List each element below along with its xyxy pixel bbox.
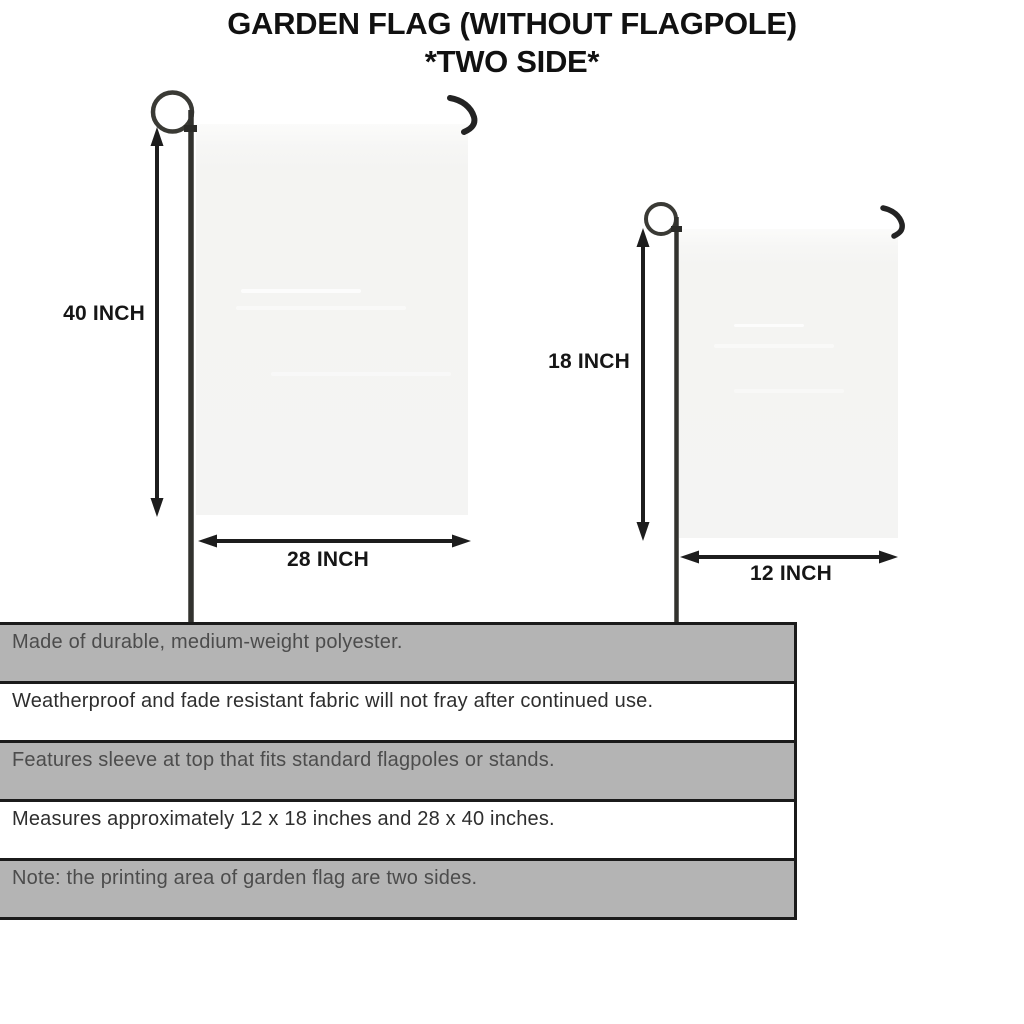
feature-row-material: Made of durable, medium-weight polyester. bbox=[0, 625, 794, 681]
small-width-arrowhead-left bbox=[680, 551, 699, 564]
small-pole-loop-icon bbox=[646, 204, 676, 234]
fabric-streak bbox=[734, 389, 844, 393]
feature-table bbox=[0, 622, 797, 920]
page-title bbox=[0, 5, 1024, 81]
large-flag-fabric bbox=[196, 124, 468, 515]
fabric-streak bbox=[236, 306, 406, 310]
small-height-arrowhead-up bbox=[637, 228, 650, 247]
fabric-streak bbox=[714, 344, 834, 348]
feature-row-note: Note: the printing area of garden flag are two sides. bbox=[0, 858, 794, 917]
large-height-label: 40 INCH bbox=[63, 302, 145, 325]
small-width-label: 12 INCH bbox=[750, 562, 832, 585]
large-pole-loop-icon bbox=[153, 93, 192, 132]
small-height-arrowhead-down bbox=[637, 522, 650, 541]
page-title-line1: GARDEN FLAG (WITHOUT FLAGPOLE) bbox=[227, 6, 797, 41]
large-height-arrowhead-up bbox=[151, 127, 164, 146]
fabric-streak bbox=[734, 324, 804, 327]
small-flag-fabric bbox=[679, 229, 898, 538]
large-width-label: 28 INCH bbox=[287, 548, 369, 571]
feature-row-sleeve: Features sleeve at top that fits standard flagpoles or stands. bbox=[0, 740, 794, 799]
small-width-arrowhead-right bbox=[879, 551, 898, 564]
large-height-arrowhead-down bbox=[151, 498, 164, 517]
fabric-streak bbox=[241, 289, 361, 293]
feature-row-measures: Measures approximately 12 x 18 inches and 28 x 40 inches. bbox=[0, 799, 794, 858]
page-title-line2: *TWO SIDE* bbox=[424, 44, 600, 79]
large-width-arrowhead-left bbox=[198, 535, 217, 548]
large-width-arrowhead-right bbox=[452, 535, 471, 548]
fabric-streak bbox=[271, 372, 451, 376]
small-height-label: 18 INCH bbox=[548, 350, 630, 373]
feature-row-weatherproof: Weatherproof and fade resistant fabric will not fray after continued use. bbox=[0, 681, 794, 740]
